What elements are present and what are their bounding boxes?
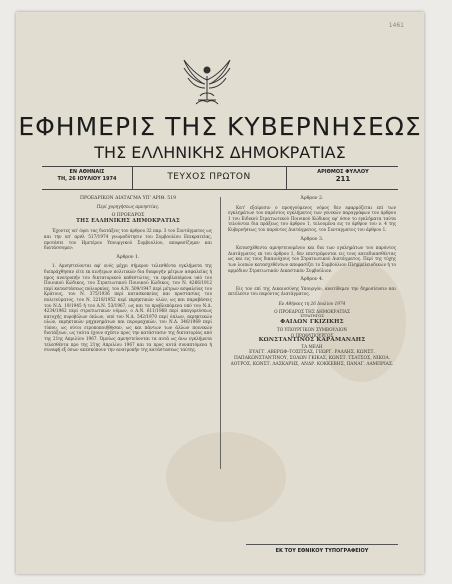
issuer-line: Ο ΠΡΟΕΔΡΟΣ	[111, 213, 145, 219]
phoenix-emblem-icon	[178, 56, 236, 106]
header-date-block	[44, 169, 130, 183]
article-text: Εις τον επί της Δικαιοσύνης Υπουργόν, ανατίθεμεν την δημοσίευσιν και εκτέλεσιν του παρόντος Διατάγματος.	[228, 285, 396, 297]
decree-number: ΠΡΟΕΔΡΙΚΟΝ ΔΙΑΤΑΓΜΑ ΥΠ' ΑΡΙΘ. 519	[79, 196, 177, 201]
council-title: ΤΟ ΥΠΟΥΡΓΙΚΟΝ ΣΥΜΒΟΥΛΙΟΝ	[276, 327, 348, 333]
column-divider	[220, 197, 221, 469]
decree-date-place: Εν Αθήναις τη 26 Ιουλίου 1974	[278, 300, 346, 306]
header-sheet-block	[288, 169, 398, 183]
president-rank: ΣΤΡΑΤΗΓΟΣ	[300, 314, 324, 319]
ministers-list: ΕΥΑΓΓ. ΑΒΕΡΩΦ–ΤΟΣΙΤΣΑΣ, ΓΕΩΡΓ. ΡΑΛΛΗΣ, ΚΩΝΣΤ. ΠΑΠΑΚΩΝΣΤΑΝΤΙΝΟΥ, ΣΟΛΩΝ ΓΚΙΚΑΣ, ΚΩΝΣΤ. ΤΣΑΤΣΟΣ, ΝΙΚΟΛ. ΔΟΤΡΟΣ, ΚΩΝΣΤ. ΛΑΣΚΑΡΗΣ, ΑΝΔΡ. ΚΟΚΚΕΒΗΣ, ΠΑΝΑΓ. ΛΑΜΠΡΙΑΣ.	[230, 349, 394, 367]
president-title: Ο ΠΡΟΕΔΡΟΣ ΤΗΣ ΔΗΜΟΚΡΑΤΙΑΣ	[274, 308, 350, 314]
ministers-label: ΤΑ ΜΕΛΗ	[301, 344, 323, 350]
gazette-title: ΕΦΗΜΕΡΙΣ ΤΗΣ ΚΥΒΕΡΝΗΣΕΩΣ	[18, 112, 422, 141]
footer-rule	[246, 544, 398, 545]
pm-title: Ο ΠΡΩΘΥΠΟΥΡΓΟΣ	[290, 332, 334, 338]
president-name: ΦΑΙΔΩΝ ΓΚΙΖΙΚΗΣ	[280, 318, 344, 325]
article-text: 1. Αμνηστεύονται αφ' ενός μέχρι σήμερον τελεσθέντα εγκλήματα της διεπράχθησαν είτε εκ κινήτρων πολιτικών δια διαφυγήν μέτρων ασφαλείας ή προς ανατροπήν του δικτατορικού καθεστώτος, τα προβλεπόμενα υπό του Ποινικού Κώδικος, του Στρατιωτικού Ποινικού Κώδικος, του Ν. 4266/1912 περί καταστάσεως πολιορκίας, του Α.Ν. 509/1947 περί μέτρων ασφαλείας του Κράτους, του Ν. 375/1936 περί κατασκοπείας και προστασίας του πολιτεύματος, του Ν. 2218/1952 περί εκρηκτικών υλών, ως και παραβάσεις του Ν.Δ. 19/1945 ή του Α.Ν. 53/1967, ως και τα προβλεπόμενα υπό του Ν.Δ. 4234/1962 περί στρατιωτικών νόμων, ο Α.Ν. 611/1968 περί απαγορεύσεως κατοχής πυροβόλων όπλων, υπό του Ν.Δ. 542/1970 περί όπλων, εκρηκτικών υλών, εκρηκτικών μηχανημάτων και πυρομαχικών, του Ν.Δ. 346/1969 περί τύπου, ως ούτοι ετροποποιήθησαν, ως και πάντων των άλλων ποινικών διατάξεων, ως ταύτα έχουν σχέσιν προς την κατάστασιν της δικτατορίας από της 21ης Απριλίου 1967. Όμοίως αμνηστεύονται τα αυτά ως άνω εγκλήματα τελεσθέντα προ της 21ης Απριλίου 1967 και τα προς αυτά συναπτόμενα ή συναφή εξ όσων απεσκόπουν την ανατροπήν της κατάστασεως ταύτης.	[44, 263, 212, 353]
sheet-label: ΑΡΙΘΜΟΣ ΦΥΛΛΟΥ	[317, 169, 369, 175]
header-divider	[286, 167, 287, 189]
sheet-number: 211	[335, 175, 351, 183]
printer-footer: ΕΚ ΤΟΥ ΕΘΝΙΚΟΥ ΤΥΠΟΓΡΑΦΕΙΟΥ	[275, 548, 369, 554]
left-column	[44, 196, 212, 353]
article-heading: Άρθρον 2.	[300, 196, 324, 201]
right-column	[228, 196, 396, 368]
header-date: ΤΗ, 26 ΙΟΥΛΙΟΥ 1974	[57, 176, 117, 182]
article-text: Κατασχέθεντα αμνηστευομένου και δια των εγκλημάτων του παρόντος Διατάγματος εκ του άρθρου 1, δεν επιστρέφονται εις τους καταδικασθέντας ως και εις τους δικαιούχους του Στρατιωτικού Διατάγματος. Περί της τύχης των λοιπών κατασχεθέντων αποφασίζει το Συμβούλιον Πλημμελειοδικών ή το αρμόδιον Στρατιωτικόν Δικαστικόν Συμβούλιον.	[228, 245, 396, 273]
header-divider	[132, 167, 133, 189]
paper-stain	[166, 432, 286, 522]
article-heading: Άρθρον 1.	[116, 254, 140, 260]
issuer-line: ΤΗΣ ΕΛΛΗΝΙΚΗΣ ΔΗΜΟΚΡΑΤΙΑΣ	[76, 217, 180, 224]
gazette-sheet	[16, 12, 424, 574]
article-heading: Άρθρον 4.	[300, 277, 324, 283]
header-issue: ΤΕΥΧΟΣ ΠΡΩΤΟΝ	[167, 172, 251, 182]
header-rule-top	[42, 166, 398, 167]
gazette-subtitle: ΤΗΣ ΕΛΛΗΝΙΚΗΣ ΔΗΜΟΚΡΑΤΙΑΣ	[94, 143, 346, 162]
article-heading: Άρθρον 3.	[300, 236, 324, 242]
decree-preamble: Έχοντες υπ' όψει τας διατάξεις του άρθρου 32 παρ. 3 του Συντάγματος ως και την υπ' αριθ. 517/1974 γνωμοδότησιν του Συμβουλίου Επικρατείας, προτάσει του Ημετέρου Υπουργικού Συμβουλίου, αποφασίζομεν και διατάσσομεν:	[44, 228, 212, 251]
decree-subject: Περί χορηγήσεως αμνηστίας.	[96, 203, 160, 209]
handwritten-number: 1461	[388, 22, 404, 29]
header-place: ΕΝ ΑΘΗΝΑΙΣ	[69, 169, 105, 175]
header-rule-bottom	[42, 189, 398, 190]
article-text: Κατ' εξαίρεσιν ο προηγούμενος νόμος δεν εφαρμόζεται επί των εγκλημάτων του παρόντος εγκλήματος των γενικών παραγράφων του άρθρου 1 του Ειδικού Στρατιωτικού Ποινικού Κώδικος εφ' όσον το εγκλήματα ταύτα τελούνται δια πράξεως του άρθρου 1, τελουμένα εις το άρθρον του ν. 4 της Κυβερνήσεως του παρόντος Διατάγματος, του Συνταγματος του άρθρου 1.	[228, 204, 396, 232]
pm-name: ΚΩΝΣΤΑΝΤΙΝΟΣ ΚΑΡΑΜΑΝΛΗΣ	[258, 337, 366, 344]
